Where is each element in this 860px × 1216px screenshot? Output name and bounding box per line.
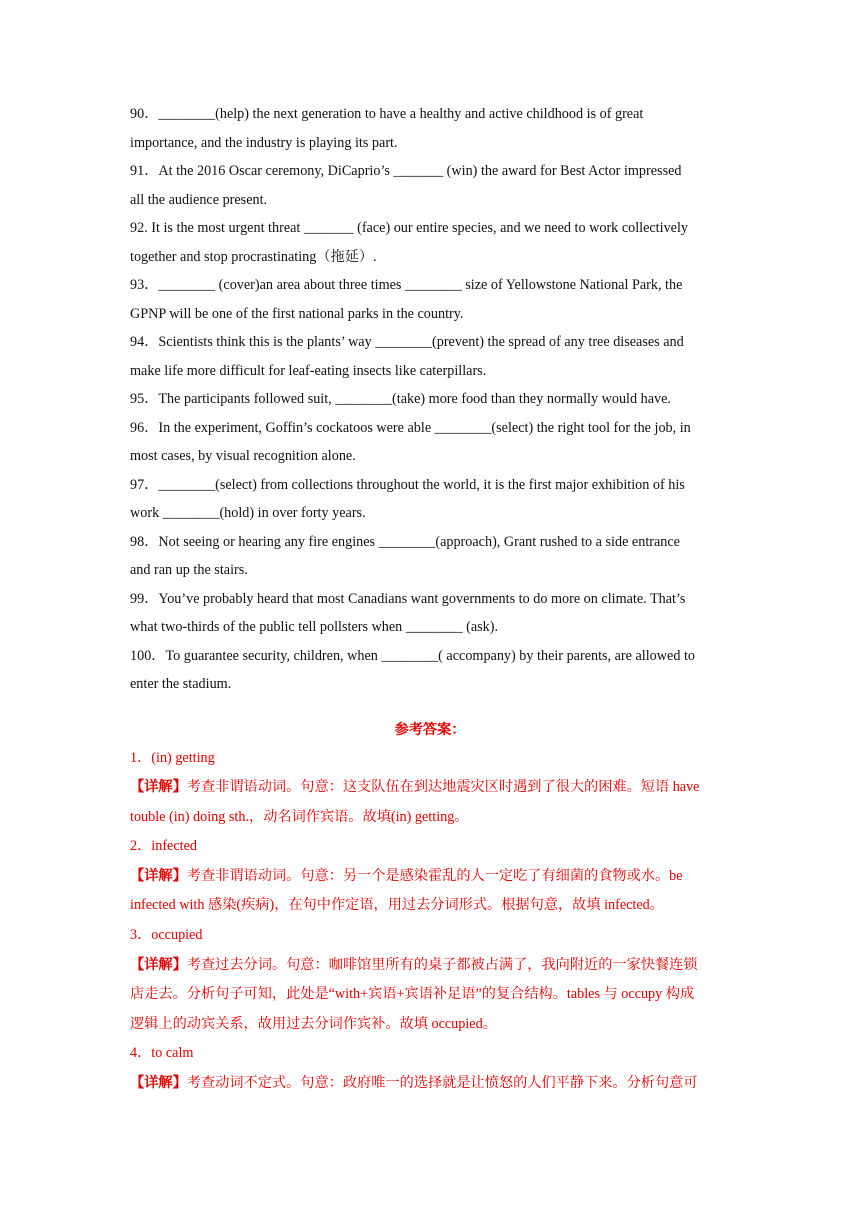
question-line: what two-thirds of the public tell pollsters when ________ (ask). xyxy=(130,619,499,635)
answer-value: 1．(in) getting xyxy=(130,749,215,766)
answer-detail-text: 考查动词不定式。句意：政府唯一的选择就是让愤怒的人们平静下来。分析句意可 xyxy=(186,1075,698,1092)
question-line: 95．The participants followed suit, ________(take) more food than they normally would have. xyxy=(130,391,671,407)
question-line: 99．You’ve probably heard that most Canadians want governments to do more on climate. That’s xyxy=(130,590,686,607)
answer-detail-line xyxy=(130,773,730,803)
answer-detail-text: 考查非谓语动词。句意：这支队伍在到达地震灾区时遇到了很大的困难。短语 have xyxy=(186,779,700,796)
question-line: 91．At the 2016 Oscar ceremony, DiCaprio’s _______ (win) the award for Best Actor impressed xyxy=(130,163,682,179)
answer-detail-line: infected with 感染(疾病)，在句中作定语，用过去分词形式。根据句意，故填 infected。 xyxy=(130,897,664,914)
question-item xyxy=(130,528,730,585)
question-item xyxy=(130,100,730,157)
question-line: 100．To guarantee security, children, when ________( accompany) by their parents, are allowed to xyxy=(130,647,695,664)
question-line: make life more difficult for leaf-eating insects like caterpillars. xyxy=(130,362,487,379)
answer-detail-line: 逻辑上的动宾关系，故用过去分词作宾补。故填 occupied。 xyxy=(130,1015,497,1032)
question-line: 92. It is the most urgent threat _______ (face) our entire species, and we need to work collectively xyxy=(130,220,688,236)
answer-detail-line xyxy=(130,1069,730,1099)
question-item xyxy=(130,328,730,385)
answer-detail-line: touble (in) doing sth.，动名词作宾语。故填(in) getting。 xyxy=(130,808,469,825)
question-line: 97．________(select) from collections throughout the world, it is the first major exhibition of his xyxy=(130,476,685,493)
answer-value: 4．to calm xyxy=(130,1045,194,1062)
question-line: 98．Not seeing or hearing any fire engines ________(approach), Grant rushed to a side entrance xyxy=(130,533,680,550)
question-line: 96．In the experiment, Goffin’s cockatoos were able ________(select) the right tool for the job, in xyxy=(130,419,691,436)
question-item xyxy=(130,271,730,328)
answer-item xyxy=(130,1039,730,1098)
question-item xyxy=(130,157,730,214)
answers-heading: 参考答案： xyxy=(394,721,466,738)
question-line: 93．________ (cover)an area about three times ________ size of Yellowstone National Park, the xyxy=(130,277,683,293)
question-line: 90．________(help) the next generation to have a healthy and active childhood is of great xyxy=(130,106,644,122)
detail-tag: 【详解】 xyxy=(130,1075,187,1092)
question-item xyxy=(130,471,730,528)
question-item xyxy=(130,214,730,271)
question-item xyxy=(130,414,730,471)
answer-detail-line: 店走去。分析句子可知，此处是“with+宾语+宾语补足语”的复合结构。tables 与 occupy 构成 xyxy=(130,986,695,1003)
question-line: all the audience present. xyxy=(130,191,268,208)
detail-tag: 【详解】 xyxy=(130,779,187,796)
question-line: importance, and the industry is playing its part. xyxy=(130,134,398,151)
question-list xyxy=(130,100,730,699)
question-line: GPNP will be one of the first national parks in the country. xyxy=(130,305,464,322)
detail-tag: 【详解】 xyxy=(130,867,187,884)
answer-detail-text: 考查非谓语动词。句意：另一个是感染霍乱的人一定吃了有细菌的食物或水。be xyxy=(186,867,683,884)
answer-detail-text: 考查过去分词。句意：咖啡馆里所有的桌子都被占满了，我向附近的一家快餐连锁 xyxy=(186,956,698,973)
question-item xyxy=(130,585,730,642)
answer-detail-line xyxy=(130,862,730,892)
question-line: together and stop procrastinating（拖延）. xyxy=(130,248,377,265)
answer-list xyxy=(130,744,730,1099)
question-line: work ________(hold) in over forty years. xyxy=(130,505,366,521)
answer-item xyxy=(130,832,730,921)
question-line: 94．Scientists think this is the plants’ way ________(prevent) the spread of any tree diseases and xyxy=(130,334,684,350)
answer-item xyxy=(130,744,730,833)
question-item xyxy=(130,642,730,699)
question-line: and ran up the stairs. xyxy=(130,562,248,578)
question-line: enter the stadium. xyxy=(130,676,232,692)
answer-item xyxy=(130,921,730,1039)
answer-detail-line xyxy=(130,951,730,981)
answer-value: 2．infected xyxy=(130,838,197,855)
question-line: most cases, by visual recognition alone. xyxy=(130,448,356,464)
question-item xyxy=(130,385,730,414)
answer-value: 3．occupied xyxy=(130,927,203,944)
document-page xyxy=(130,100,730,1099)
detail-tag: 【详解】 xyxy=(130,956,187,973)
